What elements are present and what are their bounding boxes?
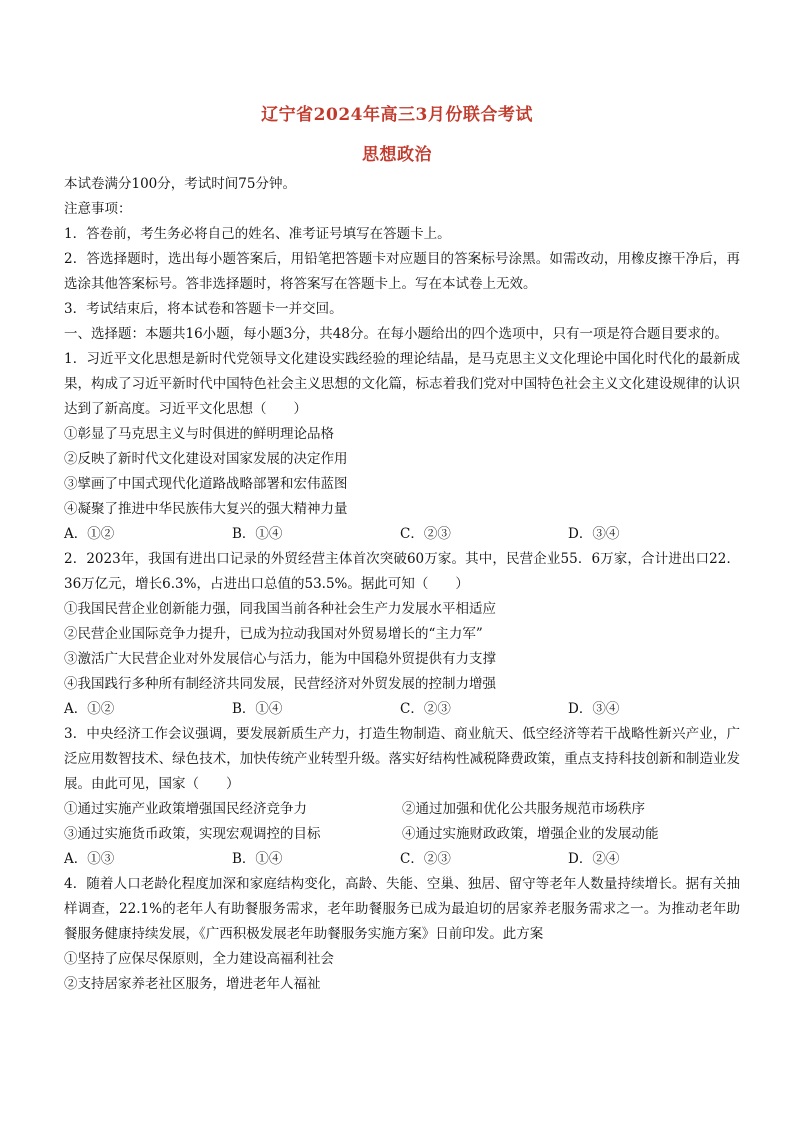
- statement-option: ②民营企业国际竞争力提升，已成为拉动我国对外贸易增长的“主力军”: [64, 626, 483, 642]
- statement-option: ②支持居家养老社区服务，增进老年人福祉: [64, 976, 321, 992]
- choice-d: D．③④: [568, 701, 620, 717]
- question-stem: 3．中央经济工作会议强调，要发展新质生产力，打造生物制造、商业航天、低空经济等若干战略性新兴产业，广泛应用数智技术、绿色技术，加快传统产业转型升级。落实好结构性减税降费政策，重点支持科技创新和制造业发展。由此可见，国家（ ）: [64, 726, 740, 792]
- choice-a: A．①②: [64, 701, 115, 717]
- exam-body: [64, 172, 740, 997]
- choice-a: A．①②: [64, 526, 115, 542]
- statement-row: [64, 797, 740, 822]
- question-3: [64, 722, 740, 872]
- choice-d: D．③④: [568, 526, 620, 542]
- choice-c: C．②③: [400, 701, 451, 717]
- choice-c: C．②③: [400, 851, 451, 867]
- choice-c: C．②③: [400, 526, 451, 542]
- exam-title: 辽宁省2024年高三3月份联合考试: [261, 105, 533, 125]
- statement-option: ②通过加强和优化公共服务规范市场秩序: [402, 801, 645, 817]
- choice-b: B．①④: [232, 701, 283, 717]
- statement-option: ④通过实施财政政策，增强企业的发展动能: [402, 826, 659, 842]
- statement-option: ④我国践行多种所有制经济共同发展，民营经济对外贸发展的控制力增强: [64, 676, 496, 692]
- question-2: [64, 547, 740, 722]
- question-stem: 1．习近平文化思想是新时代党领导文化建设实践经验的理论结晶，是马克思主义文化理论中国化时代化的最新成果，构成了习近平新时代中国特色社会主义思想的文化篇，标志着我们党对中国特色社会主义文化建设规律的认识达到了新高度。习近平文化思想（ ）: [64, 351, 740, 417]
- question-stem: 4．随着人口老龄化程度加深和家庭结构变化，高龄、失能、空巢、独居、留守等老年人数量持续增长。据有关抽样调查，22.1%的老年人有助餐服务需求，老年助餐服务已成为最迫切的居家养老服务需求之一。为推动老年助餐服务健康持续发展，《广西积极发展老年助餐服务实施方案》日前印发。此方案: [64, 876, 740, 942]
- notice-item: 3．考试结束后，将本试卷和答题卡一并交回。: [64, 301, 343, 317]
- statement-option: ③激活广大民营企业对外发展信心与活力，能为中国稳外贸提供有力支撑: [64, 651, 496, 667]
- answer-choices: [64, 847, 740, 872]
- statement-option: ③通过实施货币政策，实现宏观调控的目标: [64, 826, 321, 842]
- statement-option: ②反映了新时代文化建设对国家发展的决定作用: [64, 451, 348, 467]
- question-4: [64, 872, 740, 997]
- exam-subject: 思想政治: [362, 145, 432, 165]
- question-stem: 2．2023年，我国有进出口记录的外贸经营主体首次突破60万家。其中，民营企业55．6万家，合计进出口22．36万亿元，增长6.3%，占进出口总值的53.5%。据此可知（ ）: [64, 551, 740, 592]
- statement-option: ①彰显了马克思主义与时俱进的鲜明理论品格: [64, 426, 334, 442]
- section-heading: 一、选择题：本题共16小题，每小题3分，共48分。在每小题给出的四个选项中，只有一项是符合题目要求的。: [64, 326, 728, 342]
- statement-option: ①我国民营企业创新能力强，同我国当前各种社会生产力发展水平相适应: [64, 601, 496, 617]
- choice-b: B．①④: [232, 851, 283, 867]
- notice-item: 2．答选择题时，选出每小题答案后，用铅笔把答题卡对应题目的答案标号涂黑。如需改动，用橡皮擦干净后，再选涂其他答案标号。答非选择题时，将答案写在答题卡上。写在本试卷上无效。: [64, 251, 740, 292]
- statement-option: ③擘画了中国式现代化道路战略部署和宏伟蓝图: [64, 476, 348, 492]
- choice-b: B．①④: [232, 526, 283, 542]
- notice-heading: 注意事项：: [64, 201, 132, 217]
- statement-row: [64, 822, 740, 847]
- statement-option: ①坚持了应保尽保原则，全力建设高福利社会: [64, 951, 334, 967]
- question-1: [64, 347, 740, 547]
- answer-choices: [64, 697, 740, 722]
- statement-option: ④凝聚了推进中华民族伟大复兴的强大精神力量: [64, 501, 348, 517]
- statement-option: ①通过实施产业政策增强国民经济竞争力: [64, 801, 307, 817]
- exam-intro: 本试卷满分100分，考试时间75分钟。: [64, 176, 296, 192]
- choice-a: A．①③: [64, 851, 115, 867]
- choice-d: D．②④: [568, 851, 620, 867]
- notice-item: 1．答卷前，考生务必将自己的姓名、准考证号填写在答题卡上。: [64, 226, 451, 242]
- answer-choices: [64, 522, 740, 547]
